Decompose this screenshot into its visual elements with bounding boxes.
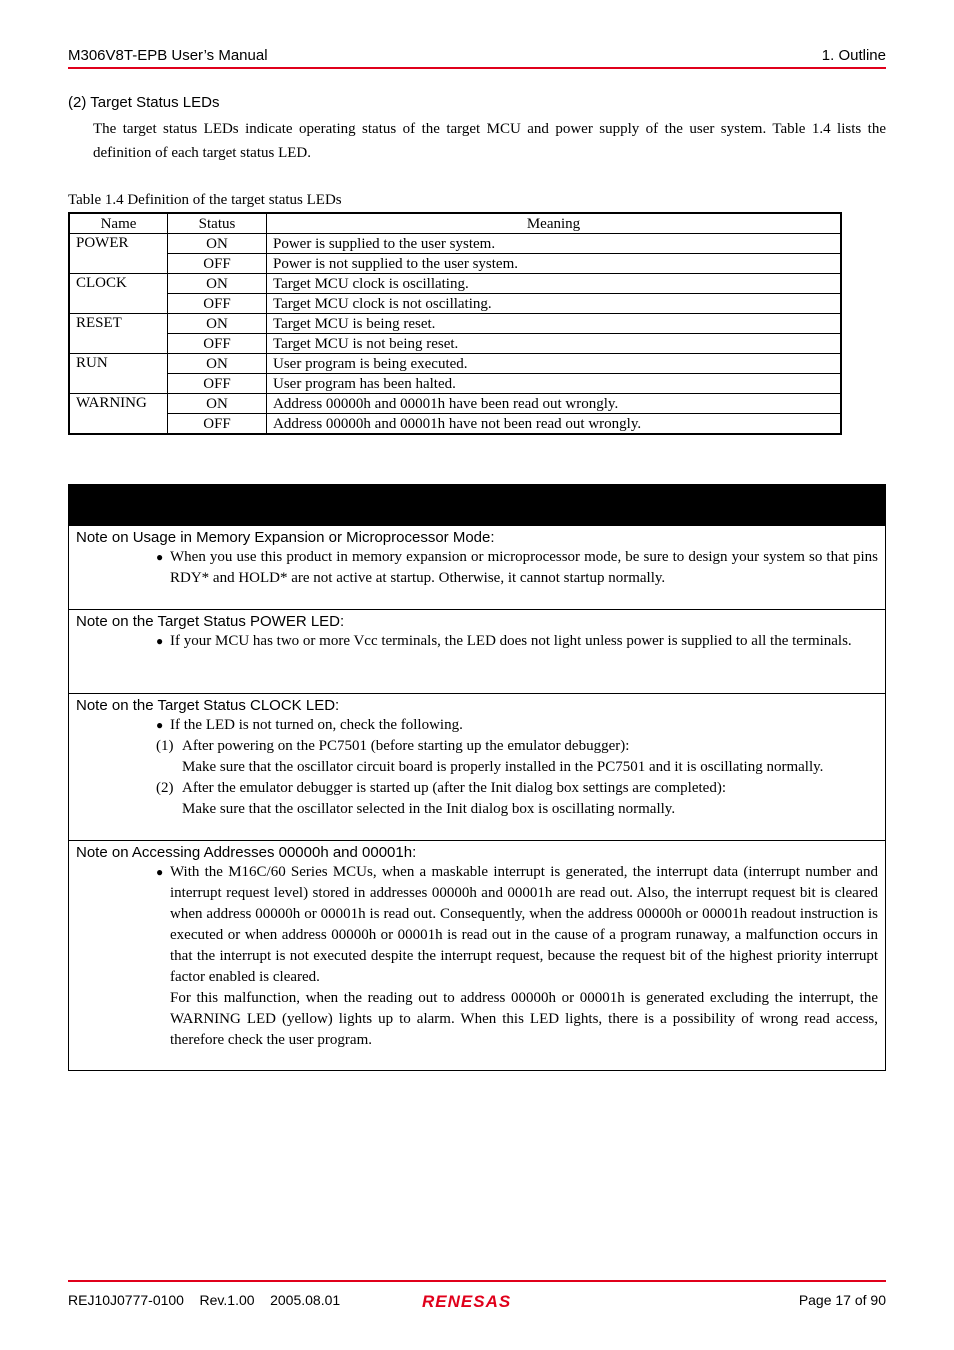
table-row [69, 414, 841, 435]
led-status: OFF [168, 374, 267, 394]
document-id: REJ10J0777-0100 Rev.1.00 2005.08.01 [68, 1292, 341, 1308]
led-meaning: Target MCU clock is not oscillating. [267, 294, 842, 314]
renesas-logo-icon [420, 1290, 532, 1312]
led-name: CLOCK [69, 274, 168, 314]
led-name: RESET [69, 314, 168, 354]
page-footer [68, 1280, 886, 1311]
column-header-name: Name [69, 213, 168, 234]
note-body [156, 631, 878, 652]
led-status: ON [168, 314, 267, 334]
led-status: OFF [168, 294, 267, 314]
table-row [69, 354, 841, 374]
led-meaning: User program has been halted. [267, 374, 842, 394]
note-body [156, 862, 878, 1051]
led-meaning: Address 00000h and 00001h have not been read out wrongly. [267, 414, 842, 435]
step-detail: Make sure that the oscillator circuit board is properly installed in the PC7501 and it is oscillating normally. [182, 759, 824, 775]
check-step [156, 778, 878, 799]
led-status: ON [168, 394, 267, 414]
step-number: (2) [156, 780, 174, 796]
note-title: Note on the Target Status CLOCK LED: [76, 697, 340, 714]
note-power-led [69, 609, 885, 693]
table-row [69, 374, 841, 394]
note-bullet-text: If the LED is not turned on, check the following. [170, 717, 463, 733]
led-status: OFF [168, 254, 267, 274]
note-bullet [156, 715, 878, 736]
table-caption: Table 1.4 Definition of the target status LEDs [68, 192, 342, 208]
chapter-title: 1. Outline [821, 47, 886, 64]
table-header-row [69, 213, 841, 234]
table-row [69, 294, 841, 314]
table-row [69, 334, 841, 354]
note-bullet [156, 862, 878, 988]
note-bullet-text: If your MCU has two or more Vcc terminals, the LED does not light unless power is supplied to all the terminals. [170, 633, 852, 649]
manual-title: M306V8T-EPB User’s Manual [68, 47, 268, 64]
note-bullet-text: When you use this product in memory expansion or microprocessor mode, be sure to design your system so that pins RDY* and HOLD* are not active at startup. Otherwise, it cannot startup normally. [170, 549, 878, 586]
bullet-dot-icon: ● [156, 718, 164, 732]
note-extra-text: For this malfunction, when the reading out to address 00000h or 00001h is generated excluding the interrupt, the WARNING LED (yellow) lights up to alarm. When this LED lights, there is a possibility of wrong read access, therefore check the user program. [170, 990, 878, 1048]
table-row [69, 394, 841, 414]
page-number: Page 17 of 90 [798, 1292, 886, 1308]
note-title: Note on Accessing Addresses 00000h and 00001h: [76, 844, 417, 861]
column-header-status: Status [168, 213, 267, 234]
led-definition-table [68, 212, 842, 435]
led-meaning: Address 00000h and 00001h have been read out wrongly. [267, 394, 842, 414]
led-status: OFF [168, 414, 267, 435]
logo-text: RENESAS [422, 1292, 512, 1311]
notes-box [68, 484, 886, 1071]
note-address-access [69, 840, 885, 1070]
note-bullet [156, 631, 878, 652]
step-text: After powering on the PC7501 (before starting up the emulator debugger): [182, 738, 630, 754]
column-header-meaning: Meaning [267, 213, 842, 234]
intro-paragraph: The target status LEDs indicate operating status of the target MCU and power supply of the user system. Table 1.4 lists the definition of each target status LED. [93, 121, 886, 161]
led-meaning: Power is not supplied to the user system. [267, 254, 842, 274]
step-detail: Make sure that the oscillator selected in the Init dialog box is oscillating normally. [182, 801, 676, 817]
bullet-dot-icon: ● [156, 865, 164, 879]
note-title: Note on Usage in Memory Expansion or Microprocessor Mode: [76, 529, 495, 546]
led-status: ON [168, 274, 267, 294]
led-status: ON [168, 354, 267, 374]
renesas-logo [420, 1290, 532, 1317]
led-name: WARNING [69, 394, 168, 435]
led-status: ON [168, 234, 267, 254]
bullet-dot-icon: ● [156, 550, 164, 564]
note-bullet-text: With the M16C/60 Series MCUs, when a maskable interrupt is generated, the interrupt data (interrupt number and interrupt request level) stored in addresses 00000h and 00001h are read out. Also, the interrupt request bit is cleared when address 00000h or 00001h is read out. Consequently, when the address 00000h or 00001h readout instruction is executed or when address 00000h or 00001h is read out in the cause of a program runaway, a malfunction occurs in that the interrupt is not executed despite the interrupt request, because the request bit of the highest priority interrupt factor enabled is cleared. [170, 864, 878, 985]
led-status: OFF [168, 334, 267, 354]
led-meaning: Power is supplied to the user system. [267, 234, 842, 254]
bullet-dot-icon: ● [156, 634, 164, 648]
led-meaning: Target MCU is being reset. [267, 314, 842, 334]
note-bullet [156, 547, 878, 589]
step-number: (1) [156, 738, 174, 754]
table-row [69, 314, 841, 334]
led-meaning: Target MCU is not being reset. [267, 334, 842, 354]
section-title: (2) Target Status LEDs [68, 94, 220, 111]
led-name: POWER [69, 234, 168, 274]
led-meaning: User program is being executed. [267, 354, 842, 374]
led-meaning: Target MCU clock is oscillating. [267, 274, 842, 294]
table-row [69, 254, 841, 274]
page-header [68, 47, 886, 69]
notes-header-bar [69, 485, 885, 525]
note-clock-led [69, 693, 885, 840]
table-row [69, 234, 841, 254]
led-name: RUN [69, 354, 168, 394]
note-body [156, 715, 878, 820]
table-row [69, 274, 841, 294]
step-text: After the emulator debugger is started up (after the Init dialog box settings are completed): [182, 780, 726, 796]
note-memory-expansion [69, 525, 885, 609]
note-title: Note on the Target Status POWER LED: [76, 613, 345, 630]
check-step [156, 736, 878, 757]
note-body [156, 547, 878, 589]
